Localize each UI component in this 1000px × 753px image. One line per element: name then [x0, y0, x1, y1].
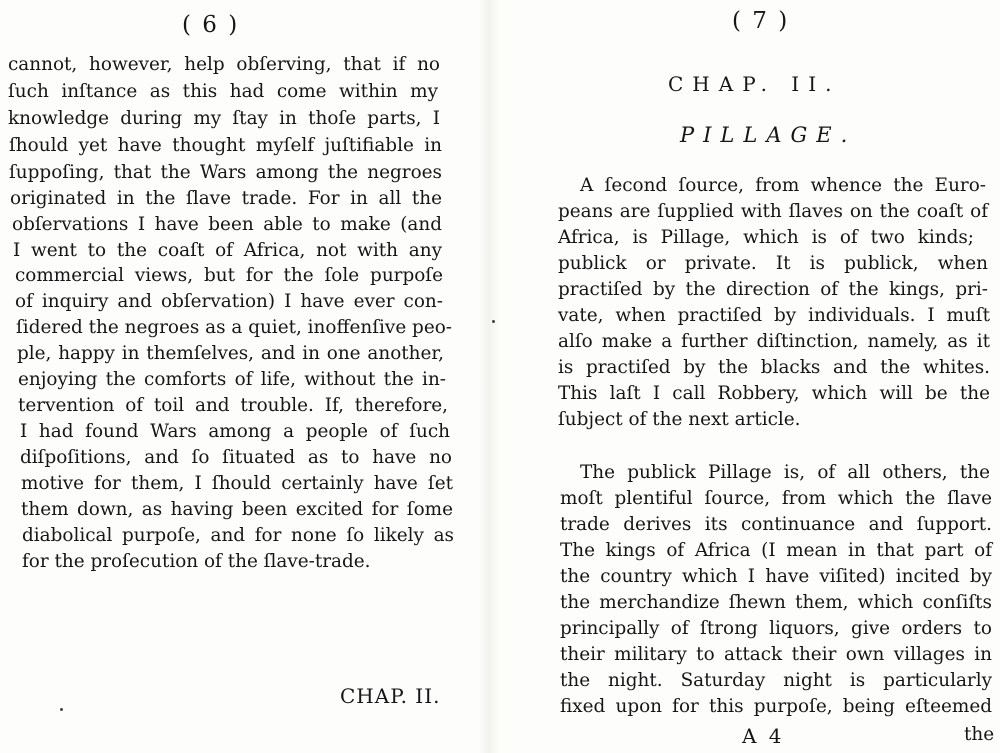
p1-line-9: This laſt I call Robbery, which will be the: [558, 383, 990, 404]
left-line-9: commercial views, but for the ſole purpoſe: [15, 265, 443, 286]
left-line-8: I went to the coaſt of Africa, not with any: [13, 240, 442, 261]
p1-line-6: vate, when practiſed by individuals. I muſt: [558, 305, 990, 326]
left-line-20: for the proſecution of the ſlave-trade.: [22, 551, 371, 572]
left-line-2: ſuch inſtance as this had come within my: [8, 81, 438, 102]
p1-line-10: ſubject of the next article.: [558, 409, 801, 430]
left-line-5: ſuppoſing, that the Wars among the negroes: [9, 162, 442, 183]
chapter-heading: CHAP. II.: [668, 72, 841, 96]
left-line-6: originated in the ſlave trade. For in all the: [10, 188, 442, 209]
p2-line-1: The publick Pillage is, of all others, the: [580, 462, 990, 483]
p2-line-9: the night. Saturday night is particularly: [560, 670, 992, 691]
signature-mark: A 4: [742, 724, 785, 748]
p1-line-8: is practiſed by the blacks and the whites.: [558, 357, 990, 378]
p2-line-8: their military to attack their own villages in: [560, 644, 992, 665]
p2-line-3: trade derives its continuance and ſupport.: [560, 514, 992, 535]
left-line-19: diabolical purpoſe, and for none ſo likely as: [22, 525, 454, 546]
left-line-1: cannot, however, help obſerving, that if no: [8, 54, 440, 75]
p2-line-2: moſt plentiful ſource, from which the ſlave: [560, 488, 992, 509]
p1-line-4: publick or private. It is publick, when: [558, 253, 988, 274]
right-page: [500, 0, 1000, 753]
paper-speck: [60, 708, 63, 711]
page-number-right: ( 7 ): [732, 8, 790, 34]
p1-line-3: Africa, is Pillage, which is of two kinds;: [558, 227, 974, 248]
p2-line-7: principally of ſtrong liquors, give orders to: [560, 618, 992, 639]
left-line-10: of inquiry and obſervation) I have ever con-: [15, 291, 443, 312]
right-catchword: the: [964, 724, 995, 745]
left-line-15: I had found Wars among a people of ſuch: [20, 421, 450, 442]
left-page: [0, 0, 480, 753]
paper-speck: [492, 320, 495, 323]
left-line-16: diſpoſitions, and ſo ſituated as to have no: [20, 447, 452, 468]
left-line-13: enjoying the comforts of life, without the in-: [18, 369, 446, 390]
left-line-18: them down, as having been excited for ſome: [21, 499, 453, 520]
chapter-title: PILLAGE.: [680, 123, 857, 147]
p2-line-6: the merchandize ſhewn them, which conſiſts: [560, 592, 992, 613]
left-catchword: CHAP. II.: [340, 684, 441, 708]
p2-line-4: The kings of Africa (I mean in that part of: [560, 540, 992, 561]
p1-line-5: practiſed by the direction of the kings, pri-: [558, 279, 988, 300]
left-line-7: obſervations I have been able to make (and: [12, 214, 442, 235]
p2-line-10: fixed upon for this purpoſe, being eſteemed: [560, 696, 992, 717]
left-line-14: tervention of toil and trouble. If, therefore,: [18, 395, 448, 416]
left-line-12: ple, happy in themſelves, and in one another,: [17, 343, 444, 364]
left-line-11: ſidered the negroes as a quiet, inoffenſive peo-: [16, 317, 452, 338]
book-gutter: [478, 0, 500, 753]
left-line-17: motive for them, I ſhould certainly have ſet: [21, 473, 453, 494]
left-line-4: ſhould yet have thought myſelf juſtifiable in: [9, 135, 442, 156]
left-line-3: knowledge during my ſtay in thoſe parts, I: [8, 108, 440, 129]
p1-line-7: alſo make a further diſtinction, namely, as it: [558, 331, 990, 352]
p1-line-1: A ſecond ſource, from whence the Euro-: [580, 175, 986, 196]
page-number-left: ( 6 ): [182, 12, 240, 38]
p2-line-5: the country which I have viſited) incited by: [560, 566, 992, 587]
p1-line-2: peans are ſupplied with ſlaves on the coaſt of: [558, 201, 988, 222]
